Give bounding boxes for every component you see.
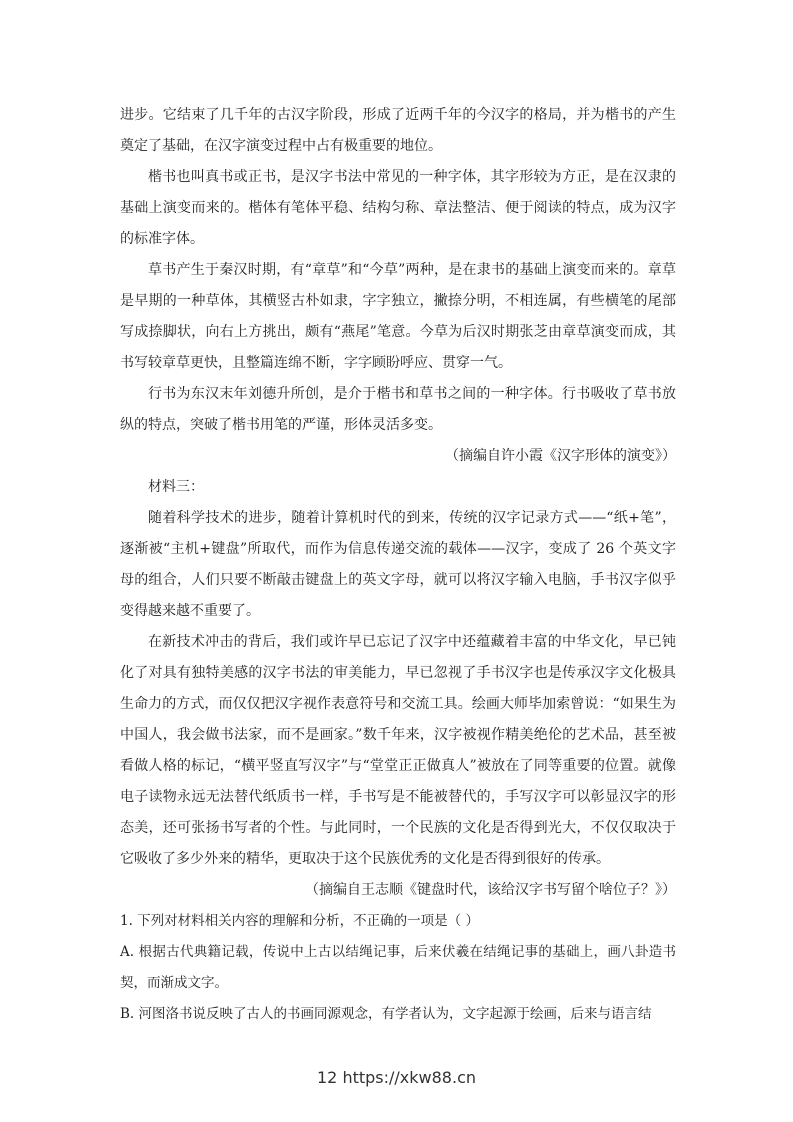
paragraph-xingshu: 行书为东汉末年刘德升所创，是介于楷书和草书之间的一种字体。行书吸收了草书放纵的特点，突破了楷书用笔的严谨，形体灵活多变。 bbox=[120, 386, 676, 433]
option-a: A. 根据古代典籍记载，传说中上古以结绳记事，后来伏羲在结绳记事的基础上，画八卦造书契，而渐成文字。 bbox=[120, 944, 676, 991]
option-b: B. 河图洛书说反映了古人的书画同源观念，有学者认为，文字起源于绘画，后来与语言结 bbox=[120, 1006, 652, 1022]
page-footer: 12 https://xkw88.cn bbox=[317, 1068, 476, 1087]
paragraph-caoshu: 草书产生于秦汉时期，有“章草”和“今草”两种，是在隶书的基础上演变而来的。章草是早期的一种草体，其横竖古朴如隶，字字独立，撇捺分明，不相连属，有些横笔的尾部写成捺脚状，向右上方挑出，颇有“燕尾”笔意。今草为后汉时期张芝由章草演变而成，其书写较章草更快，且整篇连绵不断，字字顾盼呼应、贯穿一气。 bbox=[120, 262, 676, 371]
source-citation-2: （摘编自王志顺《键盘时代，该给汉字书写留个啥位子？》） bbox=[305, 882, 676, 898]
paragraph-keyboard-era: 随着科学技术的进步，随着计算机时代的到来，传统的汉字记录方式——“纸+笔”，逐渐被“主机+键盘”所取代，而作为信息传递交流的载体——汉字，变成了 26 个英文字母的组合，人们只要不断敲击键盘上的英文字母，就可以将汉字输入电脑，手书汉字似乎变得越来越不重要了。 bbox=[120, 510, 676, 619]
paragraph-kaishu: 楷书也叫真书或正书，是汉字书法中常见的一种字体，其字形较为方正，是在汉隶的基础上演变而来的。楷体有笔体平稳、结构匀称、章法整洁、便于阅读的特点，成为汉字的标准字体。 bbox=[120, 169, 676, 247]
paragraph-continuation: 进步。它结束了几千年的古汉字阶段，形成了近两千年的今汉字的格局，并为楷书的产生奠定了基础，在汉字演变过程中占有极重要的地位。 bbox=[120, 107, 676, 154]
source-citation-1: （摘编自许小霞《汉字形体的演变》） bbox=[445, 448, 676, 464]
question-1: 1. 下列对材料相关内容的理解和分析，不正确的一项是（ ） bbox=[120, 913, 479, 929]
material-three-label: 材料三： bbox=[148, 479, 204, 495]
document-body bbox=[120, 100, 676, 1030]
paragraph-handwriting-culture: 在新技术冲击的背后，我们或许早已忘记了汉字中还蕴藏着丰富的中华文化，早已钝化了对具有独特美感的汉字书法的审美能力，早已忽视了手书汉字也是传承汉字文化极具生命力的方式，而仅仅把汉字视作表意符号和交流工具。绘画大师毕加索曾说：“如果生为中国人，我会做书法家，而不是画家。”数千年来，汉字被视作精美绝伦的艺术品，甚至被看做人格的标记，“横平竖直写汉字”与“堂堂正正做真人”被放在了同等重要的位置。就像电子读物永远无法替代纸质书一样，手书写是不能被替代的，手写汉字可以彰显汉字的形态美，还可张扬书写者的个性。与此同时，一个民族的文化是否得到光大，不仅仅取决于它吸收了多少外来的精华，更取决于这个民族优秀的文化是否得到很好的传承。 bbox=[120, 634, 676, 867]
